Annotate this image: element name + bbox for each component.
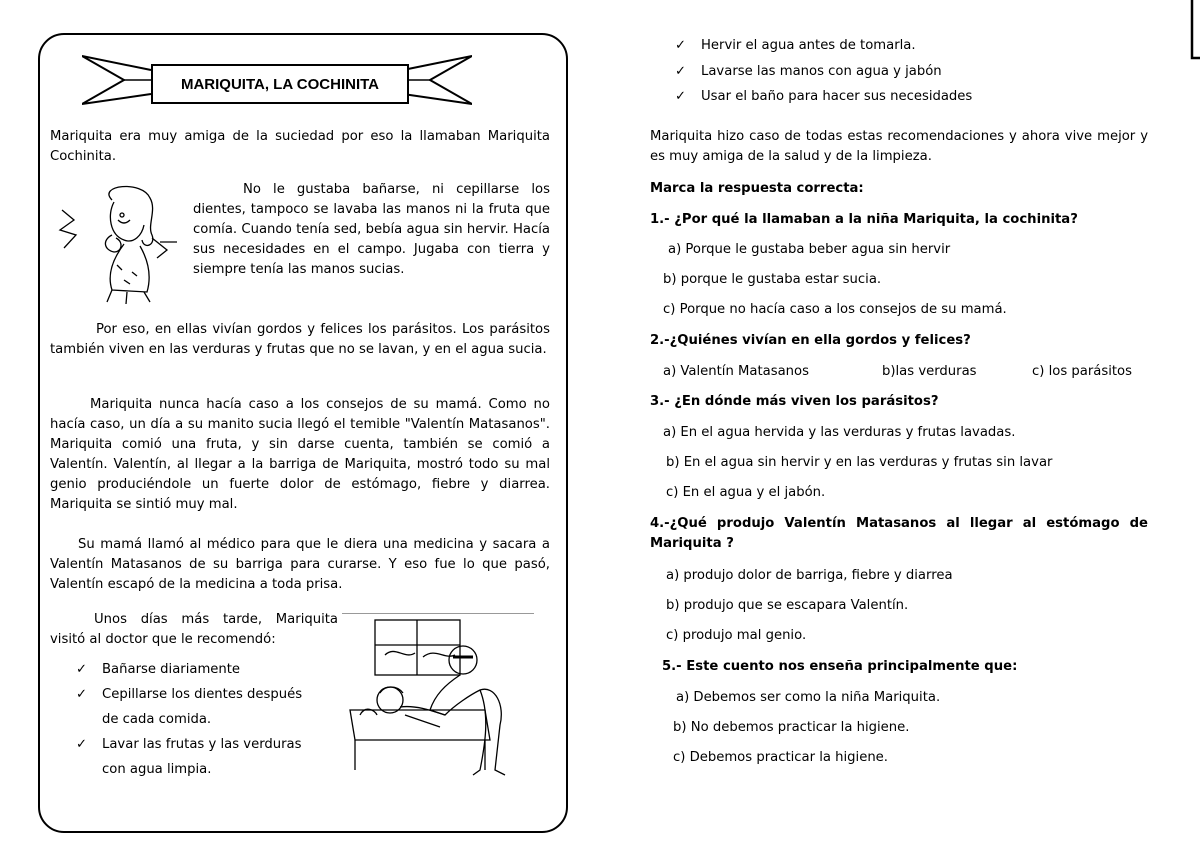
question-2: 2.-¿Quiénes vivían en ella gordos y felices? [650, 333, 971, 348]
story-paragraph-5: Su mamá llamó al médico para que le diera una medicina y sacara a Valentín Matasanos de su barriga para curarse. Y eso fue lo que pasó, Valentín escapó de la medicina a toda prisa. [50, 537, 550, 592]
story-paragraph-6: Unos días más tarde, Mariquita visitó al doctor que le recomendó: [50, 612, 338, 647]
answer-option: b) produjo que se escapara Valentín. [666, 598, 909, 613]
answer-option: c) Porque no hacía caso a los consejos de su mamá. [663, 302, 1007, 317]
answer-option: b)las verduras [882, 364, 977, 379]
story-paragraph-4: Mariquita nunca hacía caso a los consejos de su mamá. Como no hacía caso, un día a su manito sucia llegó el temible "Valentín Matasanos". Mariquita comió una fruta, y sin darse cuenta, también se comió a Valentín. Valentín, al llegar a la barriga de Mariquita, mostró todo su mal genio produciéndole un fuerte dolor de estómago, fiebre y diarrea. Mariquita se sintió muy mal. [50, 397, 550, 512]
story-paragraph-3: Por eso, en ellas vivían gordos y felices los parásitos. Los parásitos también viven en las verduras y frutas que no se lavan, y en el agua sucia. [50, 322, 550, 357]
answer-option: a) Porque le gustaba beber agua sin hervir [668, 242, 951, 257]
answer-option: c) Debemos practicar la higiene. [673, 750, 888, 765]
check-icon: ✓ [76, 687, 88, 702]
question-3: 3.- ¿En dónde más viven los parásitos? [650, 394, 939, 409]
check-icon: ✓ [675, 89, 687, 104]
page-title: MARIQUITA, LA COCHINITA [151, 64, 409, 104]
instruction-heading: Marca la respuesta correcta: [650, 181, 864, 196]
doctor-visit-illustration [345, 615, 535, 785]
check-icon: ✓ [675, 64, 687, 79]
answer-option: c) En el agua y el jabón. [666, 485, 826, 500]
question-4: 4.-¿Qué produjo Valentín Matasanos al llegar al estómago de Mariquita ? [650, 516, 1148, 551]
answer-option: c) produjo mal genio. [666, 628, 807, 643]
story-paragraph-2 [193, 180, 550, 280]
check-icon: ✓ [675, 38, 687, 53]
answer-option: a) Debemos ser como la niña Mariquita. [676, 690, 941, 705]
answer-option: b) porque le gustaba estar sucia. [663, 272, 882, 287]
answer-option: b) No debemos practicar la higiene. [673, 720, 910, 735]
answer-option: a) produjo dolor de barriga, fiebre y diarrea [666, 568, 953, 583]
answer-option: b) En el agua sin hervir y en las verduras y frutas sin lavar [666, 455, 1053, 470]
story-paragraph-2-text: No le gustaba bañarse, ni cepillarse los dientes, tampoco se lavaba las manos ni la fruta que comía. Cuando tenía sed, bebía agua sin hervir. Hacía sus necesidades en el campo. Jugaba con tierra y siempre tenía las manos sucias. [193, 182, 550, 277]
answer-option: a) Valentín Matasanos [663, 364, 809, 379]
check-icon: ✓ [76, 662, 88, 677]
question-1: 1.- ¿Por qué la llamaban a la niña Mariquita, la cochinita? [650, 212, 1078, 227]
divider-line [342, 613, 534, 614]
answer-option: a) En el agua hervida y las verduras y frutas lavadas. [663, 425, 1016, 440]
story-paragraph-1: Mariquita era muy amiga de la suciedad por eso la llamaban Mariquita Cochinita. [50, 129, 550, 164]
check-icon: ✓ [76, 737, 88, 752]
page-edge-bracket [1188, 0, 1200, 60]
answer-option: c) los parásitos [1032, 364, 1132, 379]
question-5: 5.- Este cuento nos enseña principalmente que: [662, 659, 1018, 674]
conclusion-paragraph: Mariquita hizo caso de todas estas recomendaciones y ahora vive mejor y es muy amiga de la salud y de la limpieza. [650, 129, 1148, 164]
girl-sick-illustration [52, 180, 182, 305]
